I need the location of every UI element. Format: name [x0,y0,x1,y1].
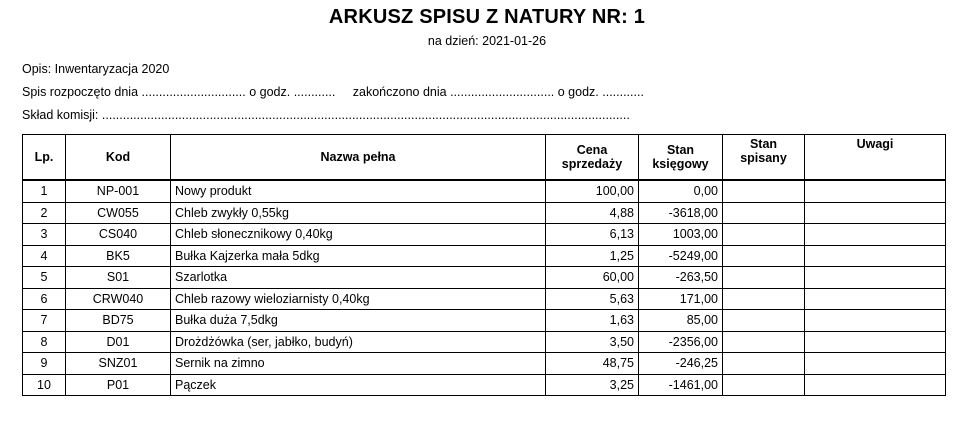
cell-book-stock: 1003,00 [639,224,723,246]
table-row [23,202,946,224]
start-date-blank: .............................. [141,85,246,99]
cell-counted-stock [723,224,805,246]
cell-price: 1,63 [546,310,639,332]
cell-kod: CS040 [66,224,171,246]
cell-kod: SNZ01 [66,353,171,375]
cell-lp: 1 [23,180,66,202]
cell-lp: 2 [23,202,66,224]
table-row [23,310,946,332]
cell-name: Chleb zwykły 0,55kg [171,202,546,224]
inventory-table [22,134,946,396]
cell-name: Bułka duża 7,5dkg [171,310,546,332]
cell-price: 6,13 [546,224,639,246]
cell-lp: 3 [23,224,66,246]
cell-counted-stock [723,288,805,310]
cell-price: 4,88 [546,202,639,224]
column-header-notes: Uwagi [805,135,946,181]
cell-name: Chleb słonecznikowy 0,40kg [171,224,546,246]
cell-notes [805,288,946,310]
end-time-label: o godz. [557,85,599,99]
cell-notes [805,374,946,396]
committee-blank: ........................................................................................................................................................ [101,108,630,122]
cell-notes [805,202,946,224]
column-header-price [546,135,639,181]
inventory-time-line [22,85,644,99]
cell-kod: D01 [66,331,171,353]
cell-book-stock: -263,50 [639,267,723,289]
committee-line [22,108,630,122]
cell-counted-stock [723,310,805,332]
cell-name: Chleb razowy wieloziarnisty 0,40kg [171,288,546,310]
cell-name: Drożdżówka (ser, jabłko, budyń) [171,331,546,353]
cell-price: 60,00 [546,267,639,289]
start-time-label: o godz. [249,85,291,99]
cell-lp: 4 [23,245,66,267]
cell-book-stock: -246,25 [639,353,723,375]
cell-lp: 6 [23,288,66,310]
column-header-price-line1: Cena [576,143,608,157]
cell-kod: CRW040 [66,288,171,310]
cell-notes [805,310,946,332]
end-date-blank: .............................. [450,85,555,99]
table-row [23,224,946,246]
end-label: zakończono dnia [352,85,447,99]
cell-counted-stock [723,180,805,202]
table-row [23,288,946,310]
cell-lp: 9 [23,353,66,375]
cell-price: 5,63 [546,288,639,310]
start-label: Spis rozpoczęto dnia [22,85,139,99]
cell-book-stock: 85,00 [639,310,723,332]
column-header-counted-stock [723,135,805,181]
cell-counted-stock [723,353,805,375]
cell-notes [805,180,946,202]
cell-book-stock: -3618,00 [639,202,723,224]
column-header-name: Nazwa pełna [171,135,546,181]
cell-name: Pączek [171,374,546,396]
cell-book-stock: 0,00 [639,180,723,202]
description-line: Opis: Inwentaryzacja 2020 [22,62,170,76]
cell-notes [805,267,946,289]
cell-lp: 5 [23,267,66,289]
cell-name: Bułka Kajzerka mała 5dkg [171,245,546,267]
cell-kod: P01 [66,374,171,396]
cell-book-stock: -1461,00 [639,374,723,396]
table-row [23,267,946,289]
column-header-book-stock [639,135,723,181]
start-time-blank: ............ [293,85,336,99]
cell-notes [805,224,946,246]
cell-counted-stock [723,267,805,289]
committee-label: Skład komisji: [22,108,99,122]
document-title: ARKUSZ SPISU Z NATURY NR: 1 [328,6,646,28]
cell-kod: BD75 [66,310,171,332]
cell-price: 3,50 [546,331,639,353]
cell-notes [805,245,946,267]
cell-kod: BK5 [66,245,171,267]
cell-notes [805,353,946,375]
column-header-lp: Lp. [23,135,66,181]
column-header-count-line2: spisany [740,151,787,165]
cell-book-stock: -5249,00 [639,245,723,267]
cell-name: Sernik na zimno [171,353,546,375]
column-header-price-line2: sprzedaży [561,157,623,171]
cell-book-stock: 171,00 [639,288,723,310]
cell-lp: 7 [23,310,66,332]
column-header-count-line1: Stan [749,137,778,151]
cell-kod: S01 [66,267,171,289]
document-date: na dzień: 2021-01-26 [427,34,547,48]
cell-counted-stock [723,245,805,267]
table-row [23,180,946,202]
cell-lp: 8 [23,331,66,353]
cell-price: 3,25 [546,374,639,396]
cell-book-stock: -2356,00 [639,331,723,353]
cell-lp: 10 [23,374,66,396]
cell-counted-stock [723,374,805,396]
table-row [23,331,946,353]
cell-price: 48,75 [546,353,639,375]
cell-kod: CW055 [66,202,171,224]
table-header-row [23,135,946,181]
cell-kod: NP-001 [66,180,171,202]
table-row [23,374,946,396]
cell-name: Nowy produkt [171,180,546,202]
column-header-book-line2: księgowy [652,157,709,171]
cell-counted-stock [723,331,805,353]
cell-name: Szarlotka [171,267,546,289]
cell-counted-stock [723,202,805,224]
end-time-blank: ............ [602,85,644,99]
cell-price: 1,25 [546,245,639,267]
table-row [23,353,946,375]
column-header-book-line1: Stan [666,143,695,157]
table-row [23,245,946,267]
cell-notes [805,331,946,353]
column-header-kod: Kod [66,135,171,181]
cell-price: 100,00 [546,180,639,202]
